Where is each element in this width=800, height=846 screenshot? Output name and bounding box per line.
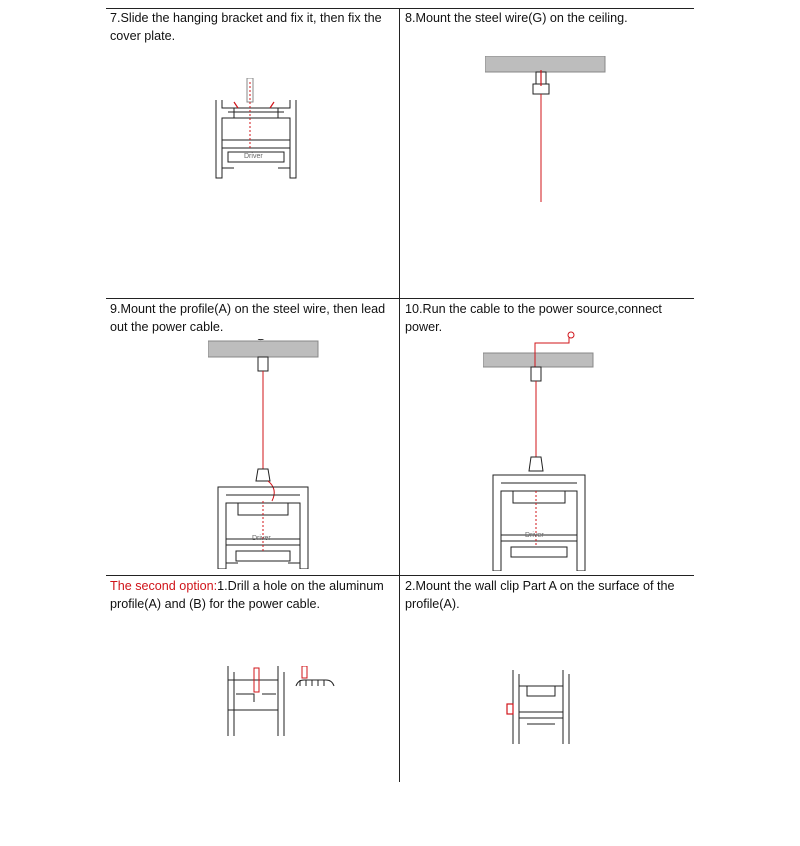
alt-step-2-wall-clip-diagram bbox=[501, 666, 577, 746]
step-7-cell bbox=[106, 8, 398, 278]
ceiling-slab bbox=[483, 353, 593, 367]
ceiling-slab bbox=[485, 56, 605, 72]
step-9-profile-diagram bbox=[208, 339, 398, 569]
step-9-caption: 9.Mount the profile(A) on the steel wire, then lead out the power cable. bbox=[110, 302, 386, 334]
alt-step-1-text: 1.Drill a hole on the aluminum profile(A) and (B) for the power cable. bbox=[110, 579, 384, 611]
wall-clip-part-a bbox=[507, 704, 513, 714]
step-8-caption: 8.Mount the steel wire(G) on the ceiling. bbox=[405, 11, 628, 25]
second-option-label: The second option: bbox=[110, 579, 218, 593]
alt-step-1-cell bbox=[106, 576, 398, 846]
step-7-profile-diagram bbox=[214, 78, 298, 184]
driver-label: Driver bbox=[525, 532, 544, 539]
step-10-caption: 10.Run the cable to the power source,connect power. bbox=[405, 302, 662, 334]
alt-step-2-cell bbox=[401, 576, 693, 846]
step-8-cell bbox=[401, 8, 693, 278]
alt-step-1-drill-diagram bbox=[226, 666, 336, 746]
driver-label: Driver bbox=[244, 153, 263, 160]
step-10-cell bbox=[401, 299, 693, 569]
ceiling-slab bbox=[208, 341, 318, 357]
step-7-caption: 7.Slide the hanging bracket and fix it, then fix the cover plate. bbox=[110, 11, 382, 43]
driver-label: Driver bbox=[252, 535, 271, 542]
alt-step-2-caption: 2.Mount the wall clip Part A on the surface of the profile(A). bbox=[405, 579, 675, 611]
step-10-power-diagram bbox=[483, 329, 683, 571]
step-9-cell bbox=[106, 299, 398, 569]
instruction-sheet bbox=[106, 8, 694, 782]
alt-step-1-caption bbox=[110, 578, 396, 613]
grid-line-center bbox=[399, 8, 400, 782]
step-8-ceiling-diagram bbox=[485, 56, 607, 204]
power-plug-icon bbox=[568, 332, 574, 338]
